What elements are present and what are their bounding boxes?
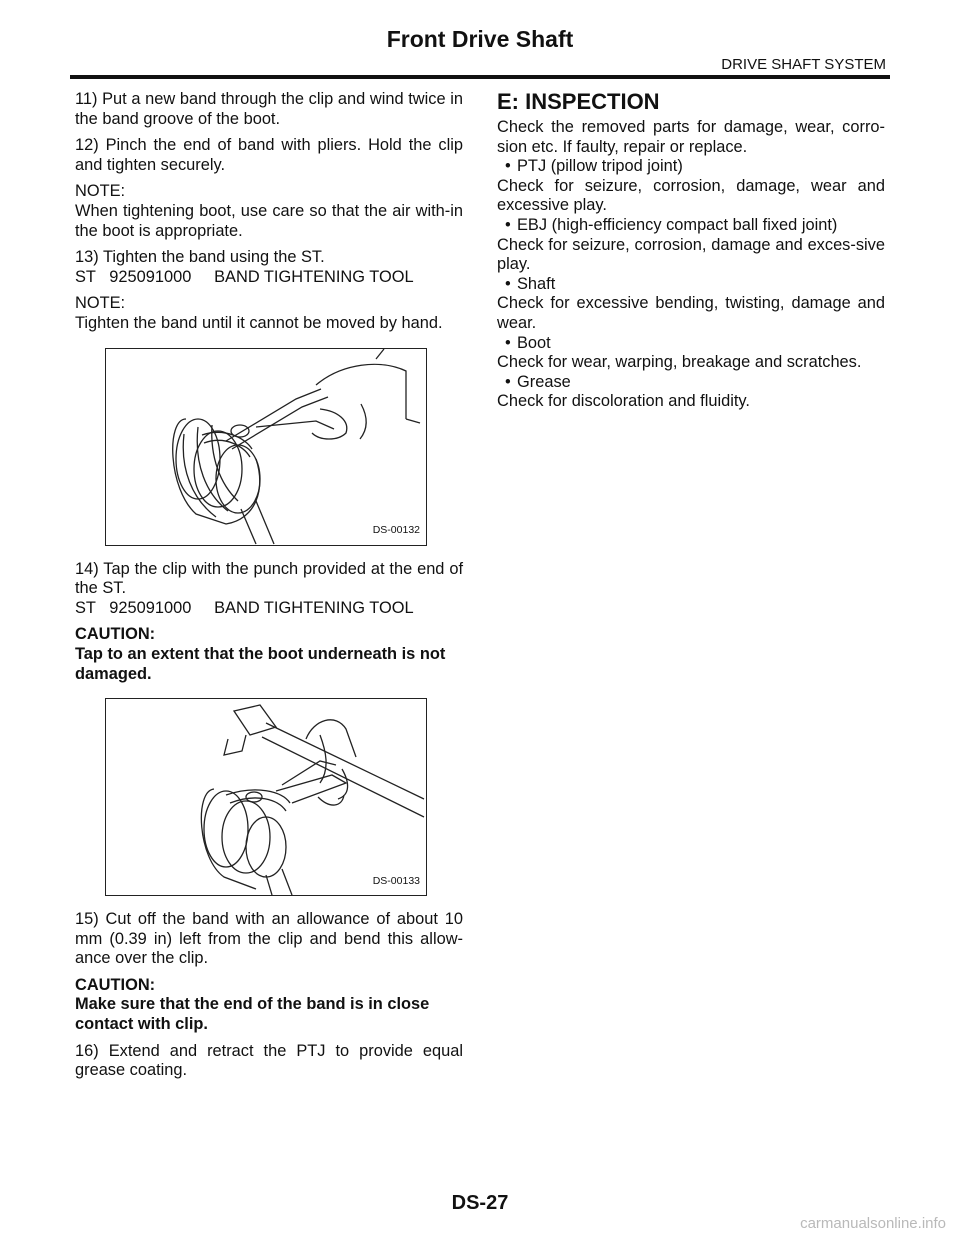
inspection-item-title: • EBJ (high-efficiency compact ball fixed joint) bbox=[505, 215, 838, 234]
right-column bbox=[497, 90, 885, 412]
step-12: 12) Pinch the end of band with pliers. Hold the clip and tighten securely. bbox=[75, 136, 463, 174]
inspection-intro: Check the removed parts for damage, wear, corro-sion etc. If faulty, repair or replace. bbox=[497, 118, 885, 156]
step-14: 14) Tap the clip with the punch provided at the end of the ST. bbox=[75, 559, 463, 598]
figure-clip-tapping bbox=[105, 698, 427, 896]
figure-code: DS-00132 bbox=[372, 523, 420, 536]
inspection-item-title: • PTJ (pillow tripod joint) bbox=[505, 157, 683, 176]
note-text: Tighten the band until it cannot be moved by hand. bbox=[75, 313, 443, 332]
watermark: carmanualsonline.info bbox=[800, 1215, 946, 1232]
bullet-icon: • bbox=[505, 215, 511, 234]
note-text: When tightening boot, use care so that the air with-in the boot is appropriate. bbox=[75, 201, 463, 240]
inspection-item-title: • Shaft bbox=[505, 274, 556, 293]
step-13: 13) Tighten the band using the ST. bbox=[75, 248, 325, 267]
inspection-item-text: Check for discoloration and fluidity. bbox=[497, 392, 750, 411]
bullet-icon: • bbox=[505, 333, 511, 352]
note-label: NOTE: bbox=[75, 182, 126, 201]
step-11: 11) Put a new band through the clip and wind twice in the band groove of the boot. bbox=[75, 90, 463, 128]
inspection-item-text: Check for seizure, corrosion, damage and exces-sive play. bbox=[497, 235, 885, 274]
figure-band-tightening bbox=[105, 348, 427, 546]
caution-text: Tap to an extent that the boot underneath is not damaged. bbox=[75, 644, 446, 683]
inspection-item-text: Check for excessive bending, twisting, damage and wear. bbox=[497, 294, 885, 332]
inspection-item-text: Check for wear, warping, breakage and scratches. bbox=[497, 353, 862, 372]
section-heading: E: INSPECTION bbox=[497, 89, 660, 114]
inspection-item-text: Check for seizure, corrosion, damage, wear and excessive play. bbox=[497, 176, 885, 215]
header-rule bbox=[70, 75, 890, 79]
step-15: 15) Cut off the band with an allowance of about 10 mm (0.39 in) left from the clip and bend this allow-ance over the clip. bbox=[75, 910, 463, 968]
page-number: DS-27 bbox=[451, 1192, 509, 1214]
special-tool-line: ST 925091000 BAND TIGHTENING TOOL bbox=[75, 267, 414, 286]
bullet-icon: • bbox=[505, 157, 511, 176]
inspection-item-title: • Boot bbox=[505, 333, 551, 352]
special-tool-line: ST 925091000 BAND TIGHTENING TOOL bbox=[75, 598, 414, 617]
boot-pliers-illustration bbox=[106, 349, 426, 545]
hammer-punch-illustration bbox=[106, 699, 426, 895]
caution-label: CAUTION: bbox=[75, 625, 156, 644]
note-label: NOTE: bbox=[75, 294, 126, 313]
bullet-icon: • bbox=[505, 372, 511, 391]
step-16: 16) Extend and retract the PTJ to provide equal grease coating. bbox=[75, 1041, 463, 1080]
page-title: Front Drive Shaft bbox=[386, 26, 574, 52]
caution-label: CAUTION: bbox=[75, 975, 156, 994]
inspection-item-title: • Grease bbox=[505, 372, 571, 391]
bullet-icon: • bbox=[505, 274, 511, 293]
left-column bbox=[75, 90, 463, 1088]
caution-text: Make sure that the end of the band is in close contact with clip. bbox=[75, 995, 430, 1034]
figure-code: DS-00133 bbox=[372, 874, 420, 887]
section-name: DRIVE SHAFT SYSTEM bbox=[721, 56, 886, 73]
